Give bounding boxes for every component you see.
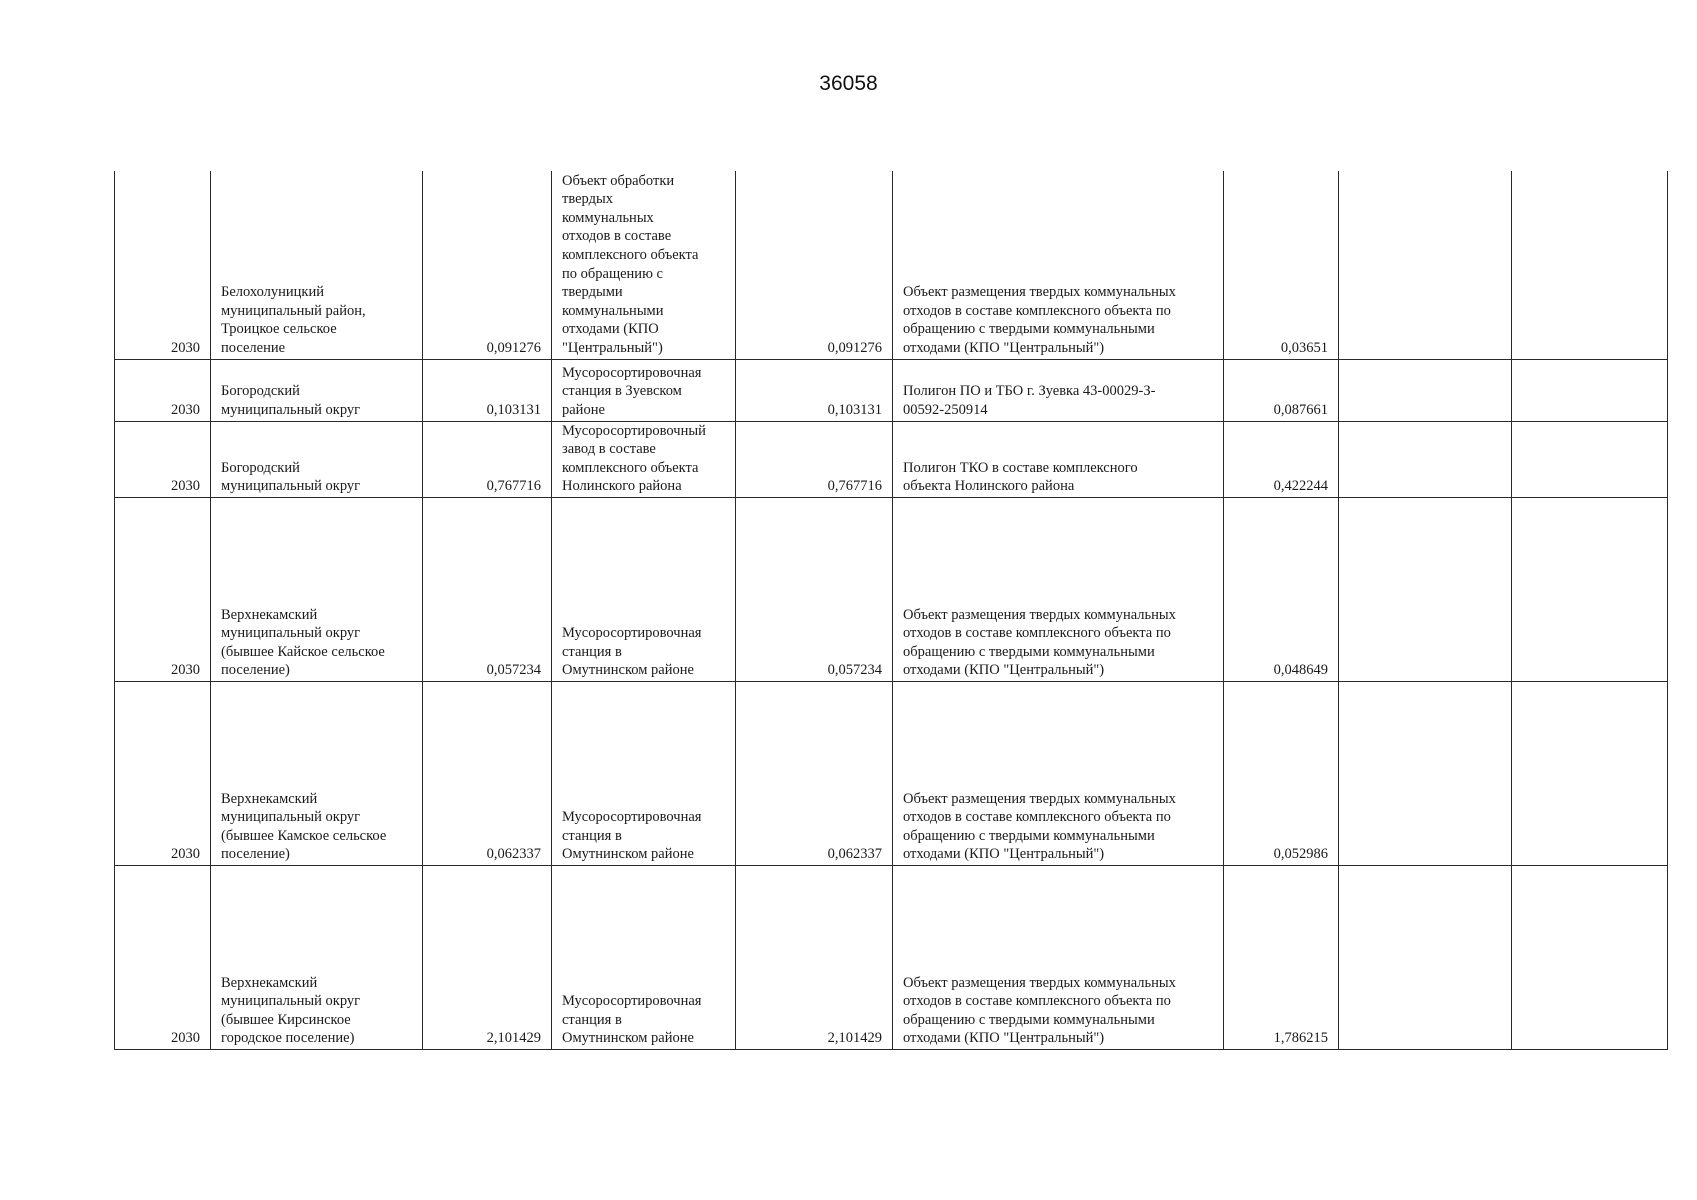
mass-processed-cell: 0,057234: [736, 497, 893, 681]
mass-generated-cell: 0,091276: [423, 171, 552, 359]
territory-cell: Верхнекамский муниципальный округ (бывшее Кайское сельское поселение): [211, 497, 423, 681]
year-cell: 2030: [115, 865, 211, 1049]
mass-disposed-cell: 0,422244: [1224, 421, 1339, 497]
table-row: [115, 865, 1668, 1049]
empty-cell: [1339, 865, 1512, 1049]
mass-generated-cell: 0,062337: [423, 681, 552, 865]
empty-cell: [1339, 359, 1512, 421]
empty-cell: [1512, 421, 1668, 497]
disposal-facility-cell: Объект размещения твердых коммунальных отходов в составе комплексного объекта по обращению с твердыми коммунальными отходами (КПО "Центральный"): [893, 865, 1224, 1049]
disposal-facility-cell: Объект размещения твердых коммунальных отходов в составе комплексного объекта по обращению с твердыми коммунальными отходами (КПО "Центральный"): [893, 497, 1224, 681]
empty-cell: [1339, 421, 1512, 497]
empty-cell: [1512, 171, 1668, 359]
disposal-facility-cell: Полигон ТКО в составе комплексного объекта Нолинского района: [893, 421, 1224, 497]
year-cell: 2030: [115, 359, 211, 421]
table-row: [115, 359, 1668, 421]
year-cell: 2030: [115, 681, 211, 865]
empty-cell: [1512, 359, 1668, 421]
territory-cell: Белохолуницкий муниципальный район, Троицкое сельское поселение: [211, 171, 423, 359]
mass-processed-cell: 0,767716: [736, 421, 893, 497]
year-cell: 2030: [115, 171, 211, 359]
processing-facility-cell: Объект обработки твердых коммунальных отходов в составе комплексного объекта по обращению с твердыми коммунальными отходами (КПО "Центральный"): [552, 171, 736, 359]
mass-generated-cell: 0,767716: [423, 421, 552, 497]
processing-facility-cell: Мусоросортировочная станция в Омутнинском районе: [552, 865, 736, 1049]
empty-cell: [1339, 681, 1512, 865]
page-number: 36058: [819, 72, 878, 95]
disposal-facility-cell: Объект размещения твердых коммунальных отходов в составе комплексного объекта по обращению с твердыми коммунальными отходами (КПО "Центральный"): [893, 171, 1224, 359]
mass-generated-cell: 0,057234: [423, 497, 552, 681]
empty-cell: [1339, 171, 1512, 359]
year-cell: 2030: [115, 421, 211, 497]
mass-processed-cell: 0,091276: [736, 171, 893, 359]
empty-cell: [1512, 681, 1668, 865]
mass-disposed-cell: 0,03651: [1224, 171, 1339, 359]
disposal-facility-cell: Полигон ПО и ТБО г. Зуевка 43-00029-З- 00592-250914: [893, 359, 1224, 421]
waste-flow-table: [114, 171, 1668, 1050]
table-row: [115, 497, 1668, 681]
empty-cell: [1339, 497, 1512, 681]
mass-generated-cell: 2,101429: [423, 865, 552, 1049]
mass-processed-cell: 0,103131: [736, 359, 893, 421]
table-row: [115, 681, 1668, 865]
territory-cell: Верхнекамский муниципальный округ (бывшее Камское сельское поселение): [211, 681, 423, 865]
mass-generated-cell: 0,103131: [423, 359, 552, 421]
processing-facility-cell: Мусоросортировочная станция в Омутнинском районе: [552, 497, 736, 681]
mass-processed-cell: 0,062337: [736, 681, 893, 865]
empty-cell: [1512, 865, 1668, 1049]
processing-facility-cell: Мусоросортировочная станция в Зуевском районе: [552, 359, 736, 421]
empty-cell: [1512, 497, 1668, 681]
year-cell: 2030: [115, 497, 211, 681]
processing-facility-cell: Мусоросортировочная станция в Омутнинском районе: [552, 681, 736, 865]
table-row: [115, 171, 1668, 359]
territory-cell: Богородский муниципальный округ: [211, 421, 423, 497]
processing-facility-cell: Мусоросортировочный завод в составе комплексного объекта Нолинского района: [552, 421, 736, 497]
disposal-facility-cell: Объект размещения твердых коммунальных отходов в составе комплексного объекта по обращению с твердыми коммунальными отходами (КПО "Центральный"): [893, 681, 1224, 865]
mass-disposed-cell: 0,052986: [1224, 681, 1339, 865]
territory-cell: Богородский муниципальный округ: [211, 359, 423, 421]
mass-processed-cell: 2,101429: [736, 865, 893, 1049]
table-row: [115, 421, 1668, 497]
mass-disposed-cell: 0,087661: [1224, 359, 1339, 421]
mass-disposed-cell: 0,048649: [1224, 497, 1339, 681]
mass-disposed-cell: 1,786215: [1224, 865, 1339, 1049]
territory-cell: Верхнекамский муниципальный округ (бывшее Кирсинское городское поселение): [211, 865, 423, 1049]
